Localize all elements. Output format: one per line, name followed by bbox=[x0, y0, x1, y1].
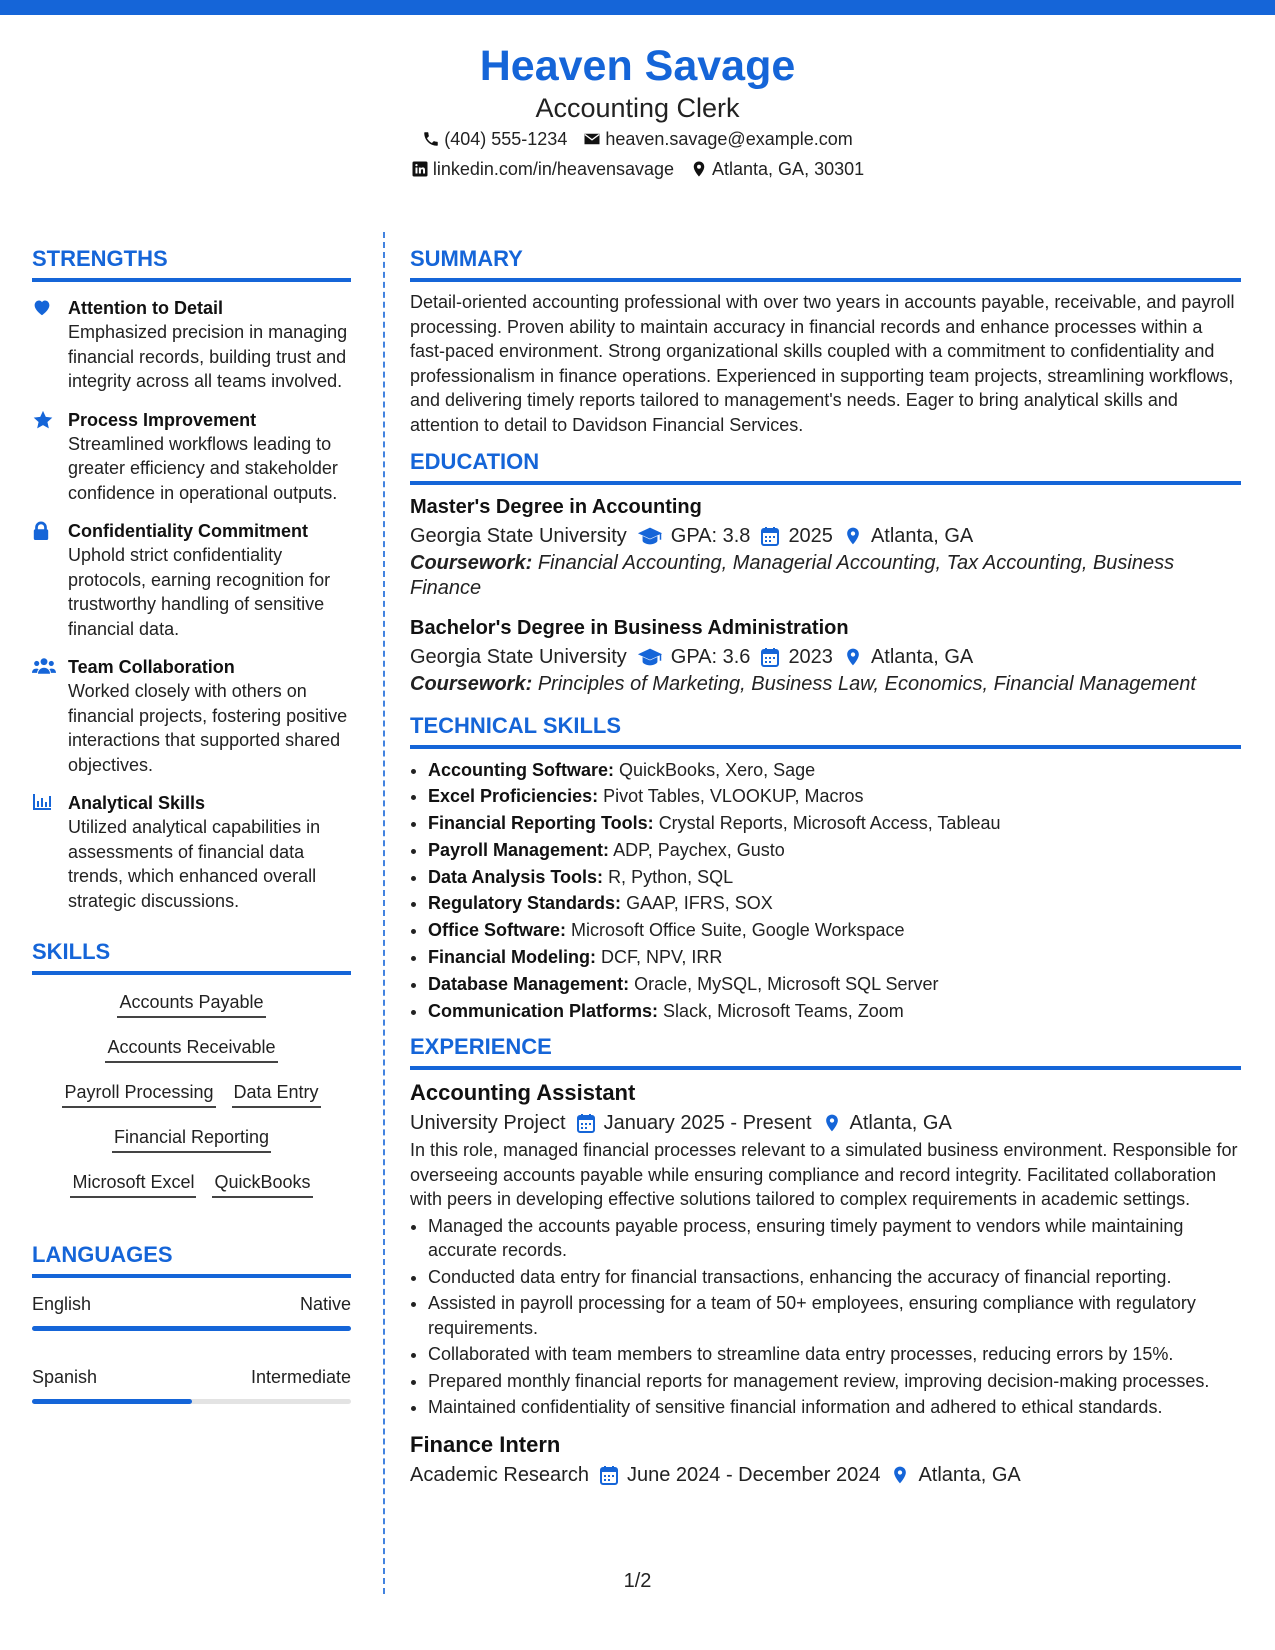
language-name: Spanish bbox=[32, 1367, 98, 1387]
right-column bbox=[410, 244, 1241, 1490]
calendar-icon bbox=[760, 647, 780, 667]
job-dates: January 2025 - Present bbox=[603, 1112, 812, 1135]
education-location: Atlanta, GA bbox=[870, 525, 974, 547]
strength-title: Team Collaboration bbox=[68, 657, 235, 677]
job-location: Atlanta, GA bbox=[918, 1463, 1021, 1486]
map-pin-icon bbox=[890, 1465, 910, 1485]
job-entry bbox=[410, 1430, 1241, 1490]
coursework-text: Financial Accounting, Managerial Accounting, Tax Accounting, Business Finance bbox=[410, 552, 1175, 599]
skill-values: ADP, Paychex, Gusto bbox=[613, 839, 785, 860]
calendar-icon bbox=[760, 526, 780, 546]
education-meta bbox=[410, 642, 1241, 672]
strength-title: Analytical Skills bbox=[68, 793, 206, 813]
gpa-text: GPA: 3.6 bbox=[670, 646, 751, 668]
list-item bbox=[428, 971, 1241, 998]
strength-title: Confidentiality Commitment bbox=[68, 521, 309, 541]
strength-desc: Emphasized precision in managing financial records, building trust and integrity across all teams involved. bbox=[68, 322, 348, 391]
strength-title: Attention to Detail bbox=[68, 298, 223, 318]
skill-tag: Data Entry bbox=[232, 1079, 321, 1108]
map-pin-icon bbox=[843, 647, 863, 667]
language-name: English bbox=[32, 1294, 92, 1314]
candidate-name: Heaven Savage bbox=[479, 42, 796, 90]
page-number: 1/2 bbox=[623, 1570, 652, 1592]
list-item: • Assisted in payroll processing for a team of 50+ employees, ensuring compliance with regulatory requirements. bbox=[428, 1291, 1241, 1340]
skill-tag: Accounts Payable bbox=[117, 989, 265, 1018]
strength-desc: Utilized analytical capabilities in assessments of financial data trends, which enhanced overall strategic discussions. bbox=[68, 817, 321, 911]
job-title: Accounting Assistant bbox=[410, 1080, 636, 1106]
list-item: • Managed the accounts payable process, ensuring timely payment to vendors while maintaining accurate records. bbox=[428, 1214, 1241, 1263]
resume-header bbox=[0, 40, 1275, 184]
contact-row-1 bbox=[0, 124, 1275, 154]
education-item bbox=[410, 614, 1241, 697]
strength-desc: Uphold strict confidentiality protocols, earning recognition for trustworthy handling of sensitive financial data. bbox=[68, 545, 331, 639]
linkedin-icon bbox=[411, 160, 429, 178]
calendar-icon bbox=[576, 1113, 596, 1133]
strength-item bbox=[32, 655, 351, 777]
coursework-label: Coursework: bbox=[410, 673, 533, 695]
list-item: • Collaborated with team members to streamline data entry processes, reducing errors by 15%. bbox=[428, 1342, 1241, 1367]
map-pin-icon bbox=[822, 1113, 842, 1133]
strengths-heading: STRENGTHS bbox=[32, 244, 351, 282]
list-item bbox=[428, 837, 1241, 864]
phone-item bbox=[422, 124, 567, 154]
skill-tag: Accounts Receivable bbox=[105, 1034, 277, 1063]
language-bar-fill bbox=[32, 1399, 192, 1404]
job-location: Atlanta, GA bbox=[849, 1112, 952, 1135]
job-org: Academic Research bbox=[410, 1463, 589, 1486]
skill-category: Office Software: bbox=[428, 920, 567, 941]
location-text: Atlanta, GA, 30301 bbox=[712, 159, 865, 179]
email-text[interactable]: heaven.savage@example.com bbox=[605, 129, 853, 149]
skill-values: Microsoft Office Suite, Google Workspace bbox=[571, 920, 905, 941]
column-divider bbox=[383, 232, 385, 1594]
job-title: Finance Intern bbox=[410, 1431, 561, 1457]
degree-title: Master's Degree in Accounting bbox=[410, 496, 702, 518]
strength-item bbox=[32, 408, 351, 506]
job-dates: June 2024 - December 2024 bbox=[626, 1463, 881, 1486]
education-meta bbox=[410, 521, 1241, 551]
grad-year: 2023 bbox=[788, 646, 833, 668]
summary-text: Detail-oriented accounting professional with over two years in accounts payable, receivable, and payroll processing. Proven ability to maintain accuracy in financial records and enhance processes within a fast-paced environment. Strong organizational skills coupled with a commitment to confidentiality and professionalism in finance operations. Experienced in supporting team projects, streamlining workflows, and delivering timely reports tailored to management's needs. Eager to bring analytical skills and attention to detail to Davidson Financial Services. bbox=[410, 292, 1235, 435]
education-heading: EDUCATION bbox=[410, 447, 1241, 485]
school-name: Georgia State University bbox=[410, 646, 627, 668]
technical-skills-list bbox=[410, 757, 1241, 1025]
users-icon bbox=[32, 657, 56, 675]
language-item bbox=[32, 1365, 351, 1404]
skill-category: Regulatory Standards: bbox=[428, 893, 622, 914]
list-item bbox=[428, 998, 1241, 1025]
skill-values: Crystal Reports, Microsoft Access, Tableau bbox=[658, 813, 1001, 834]
language-bar-fill bbox=[32, 1326, 351, 1331]
education-item bbox=[410, 493, 1241, 600]
list-item: • Maintained confidentiality of sensitive financial information and adhered to ethical standards. bbox=[428, 1395, 1241, 1420]
coursework-label: Coursework: bbox=[410, 552, 533, 574]
coursework-text: Principles of Marketing, Business Law, Economics, Financial Management bbox=[537, 673, 1196, 695]
language-item bbox=[32, 1292, 351, 1331]
skill-category: Communication Platforms: bbox=[428, 1000, 659, 1021]
job-description: In this role, managed financial processes relevant to a simulated business environment. Responsible for overseeing accounts payable while ensuring compliance and record integrity. Facilitated collaboration with peers in developing effective solutions tailored to complex requirements in academic settings. bbox=[410, 1140, 1238, 1210]
language-level: Intermediate bbox=[250, 1367, 351, 1387]
skills-heading: SKILLS bbox=[32, 937, 351, 975]
coursework bbox=[410, 551, 1241, 600]
summary-heading: SUMMARY bbox=[410, 244, 1241, 282]
skill-category: Payroll Management: bbox=[428, 839, 610, 860]
skill-values: QuickBooks, Xero, Sage bbox=[619, 759, 816, 780]
job-meta bbox=[410, 1108, 1241, 1138]
language-bar bbox=[32, 1326, 351, 1331]
strength-item bbox=[32, 791, 351, 913]
degree-title: Bachelor's Degree in Business Administration bbox=[410, 617, 849, 639]
candidate-title: Accounting Clerk bbox=[535, 93, 740, 123]
grad-year: 2025 bbox=[788, 525, 833, 547]
skill-values: Pivot Tables, VLOOKUP, Macros bbox=[603, 786, 864, 807]
chart-icon bbox=[32, 793, 52, 811]
star-icon bbox=[32, 410, 54, 430]
languages-heading: LANGUAGES bbox=[32, 1240, 351, 1278]
skill-values: GAAP, IFRS, SOX bbox=[626, 893, 773, 914]
map-pin-icon bbox=[843, 526, 863, 546]
skill-category: Accounting Software: bbox=[428, 759, 615, 780]
skill-category: Financial Modeling: bbox=[428, 947, 597, 968]
skill-tag: Payroll Processing bbox=[62, 1079, 215, 1108]
list-item bbox=[428, 890, 1241, 917]
skill-tag: QuickBooks bbox=[212, 1169, 312, 1198]
skill-category: Financial Reporting Tools: bbox=[428, 813, 654, 834]
skills-list bbox=[32, 983, 351, 1198]
list-item bbox=[428, 917, 1241, 944]
skill-tag: Financial Reporting bbox=[112, 1124, 271, 1153]
skill-values: Slack, Microsoft Teams, Zoom bbox=[663, 1000, 904, 1021]
experience-heading: EXPERIENCE bbox=[410, 1032, 1241, 1070]
skill-category: Database Management: bbox=[428, 973, 630, 994]
phone-icon bbox=[422, 130, 440, 148]
list-item: • Conducted data entry for financial transactions, enhancing the accuracy of financial reporting. bbox=[428, 1265, 1241, 1290]
gpa-text: GPA: 3.8 bbox=[670, 525, 751, 547]
skill-category: Data Analysis Tools: bbox=[428, 866, 604, 887]
list-item bbox=[428, 757, 1241, 784]
skill-values: R, Python, SQL bbox=[608, 866, 734, 887]
list-item: • Prepared monthly financial reports for management review, improving decision-making processes. bbox=[428, 1369, 1241, 1394]
strength-title: Process Improvement bbox=[68, 409, 257, 430]
graduation-cap-icon bbox=[637, 647, 663, 667]
email-item[interactable] bbox=[583, 124, 852, 154]
heart-icon bbox=[32, 298, 52, 316]
left-column bbox=[32, 244, 351, 1404]
location-item bbox=[690, 154, 864, 184]
list-item bbox=[428, 864, 1241, 891]
list-item bbox=[428, 944, 1241, 971]
coursework bbox=[410, 672, 1241, 697]
contact-row-2 bbox=[0, 154, 1275, 184]
technical-skills-heading: TECHNICAL SKILLS bbox=[410, 711, 1241, 749]
graduation-cap-icon bbox=[637, 526, 663, 546]
linkedin-item[interactable] bbox=[411, 154, 674, 184]
strength-item bbox=[32, 519, 351, 641]
skill-values: DCF, NPV, IRR bbox=[601, 947, 723, 968]
school-name: Georgia State University bbox=[410, 525, 627, 547]
list-item bbox=[428, 783, 1241, 810]
calendar-icon bbox=[599, 1465, 619, 1485]
skill-tag: Microsoft Excel bbox=[70, 1169, 196, 1198]
strength-desc: Streamlined workflows leading to greater efficiency and stakeholder confidence in operational outputs. bbox=[68, 433, 338, 503]
top-accent-bar bbox=[0, 0, 1275, 15]
linkedin-text[interactable]: linkedin.com/in/heavensavage bbox=[432, 159, 675, 179]
lock-icon bbox=[32, 521, 50, 541]
job-meta bbox=[410, 1460, 1241, 1490]
education-location: Atlanta, GA bbox=[870, 646, 974, 668]
strength-item bbox=[32, 296, 351, 394]
skill-values: Oracle, MySQL, Microsoft SQL Server bbox=[634, 973, 939, 994]
strength-desc: Worked closely with others on financial projects, fostering positive interactions that supported shared objectives. bbox=[68, 681, 348, 775]
job-bullets bbox=[410, 1214, 1241, 1420]
map-pin-icon bbox=[690, 160, 708, 178]
list-item bbox=[428, 810, 1241, 837]
phone-text: (404) 555-1234 bbox=[444, 129, 568, 149]
envelope-icon bbox=[583, 130, 601, 148]
skill-category: Excel Proficiencies: bbox=[428, 786, 599, 807]
job-entry bbox=[410, 1078, 1241, 1420]
language-level: Native bbox=[299, 1294, 351, 1314]
job-org: University Project bbox=[410, 1112, 566, 1135]
language-bar bbox=[32, 1399, 351, 1404]
